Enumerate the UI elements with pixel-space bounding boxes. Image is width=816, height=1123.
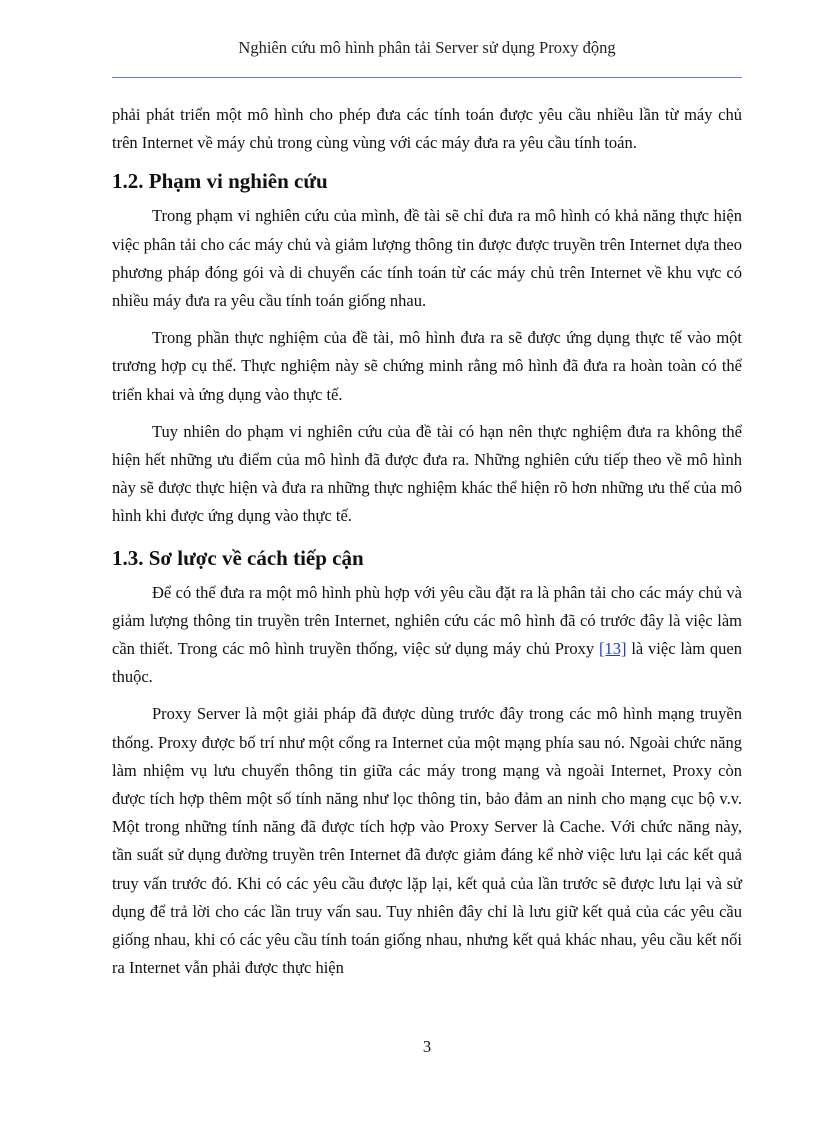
intro-paragraph: phải phát triển một mô hình cho phép đưa các tính toán được yêu cầu nhiều lần từ máy chủ trên Internet về máy chủ trong cùng vùng với các máy đưa ra yêu cầu tính toán. (112, 105, 742, 153)
paragraph-text: Để có thể đưa ra một mô hình phù hợp với yêu cầu đặt ra là phân tải cho các máy chủ và giảm lượng thông tin truyền trên Internet, nghiên cứu các mô hình đã có trước đây là việc làm cần thiết. Trong các mô hình truyền thống, việc sử dụng máy chủ Proxy (112, 582, 742, 659)
section-1-3-paragraph-1 (112, 579, 742, 692)
header-divider (112, 77, 742, 78)
section-1-3-paragraph-2: Proxy Server là một giải pháp đã được dùng trước đây trong các mô hình mạng truyền thống. Proxy được bố trí như một cổng ra Internet của một mạng phía sau nó. Ngoài chức năng làm nhiệm vụ lưu chuyển thông tin giữa các máy trong mạng và ngoài Internet, Proxy còn được tích hợp thêm một số tính năng như lọc thông tin, bảo đảm an ninh cho mạng cục bộ v.v. Một trong những tính năng đã được tích hợp vào Proxy Server là Cache. Với chức năng này, tần suất sử dụng đường truyền trên Internet đã được giảm đáng kể nhờ việc lưu lại các kết quả truy vấn trước đó. Khi có các yêu cầu được lặp lại, kết quả của lần trước sẽ được lưu lại và sử dụng để trả lời cho các lần truy vấn sau. Tuy nhiên đây chỉ là lưu giữ kết quả của các yêu cầu giống nhau, khi có các yêu cầu tính toán giống nhau, nhưng kết quả khác nhau, yêu cầu kết nối ra Internet vẫn phải được thực hiện (112, 704, 742, 978)
citation-link[interactable]: [13] (599, 639, 627, 659)
section-1-2-paragraph-2: Trong phần thực nghiệm của đề tài, mô hình đưa ra sẽ được ứng dụng thực tế vào một trương hợp cụ thể. Thực nghiệm này sẽ chứng minh rằng mô hình đã đưa ra hoàn toàn có thể triển khai và ứng dụng vào thực tế. (112, 328, 742, 404)
section-heading-1-3: 1.3. Sơ lược về cách tiếp cận (112, 545, 364, 570)
page-number: 3 (422, 1037, 432, 1056)
section-1-2-paragraph-3: Tuy nhiên do phạm vi nghiên cứu của đề tài có hạn nên thực nghiệm đưa ra không thể hiện hết những ưu điểm của mô hình đã được đưa ra. Những nghiên cứu tiếp theo về mô hình này sẽ được thực hiện và đưa ra những thực nghiệm khác thể hiện rõ hơn những ưu thế của mô hình khi được ứng dụng vào thực tế. (112, 421, 742, 526)
section-heading-1-2: 1.2. Phạm vi nghiên cứu (112, 169, 328, 194)
paragraph-text: là việc làm quen thuộc. (112, 639, 742, 687)
page-body (112, 101, 742, 991)
section-1-2-paragraph-1: Trong phạm vi nghiên cứu của mình, đề tài sẽ chỉ đưa ra mô hình có khả năng thực hiện việc phân tải cho các máy chủ và giảm lượng thông tin được được truyền trên Internet dựa theo phương pháp đóng gói và di chuyển các tính toán từ các máy chủ trên Internet về khu vực có nhiều máy đưa ra yêu cầu tính toán giống nhau. (112, 206, 742, 311)
running-header: Nghiên cứu mô hình phân tải Server sử dụng Proxy động (238, 38, 616, 57)
